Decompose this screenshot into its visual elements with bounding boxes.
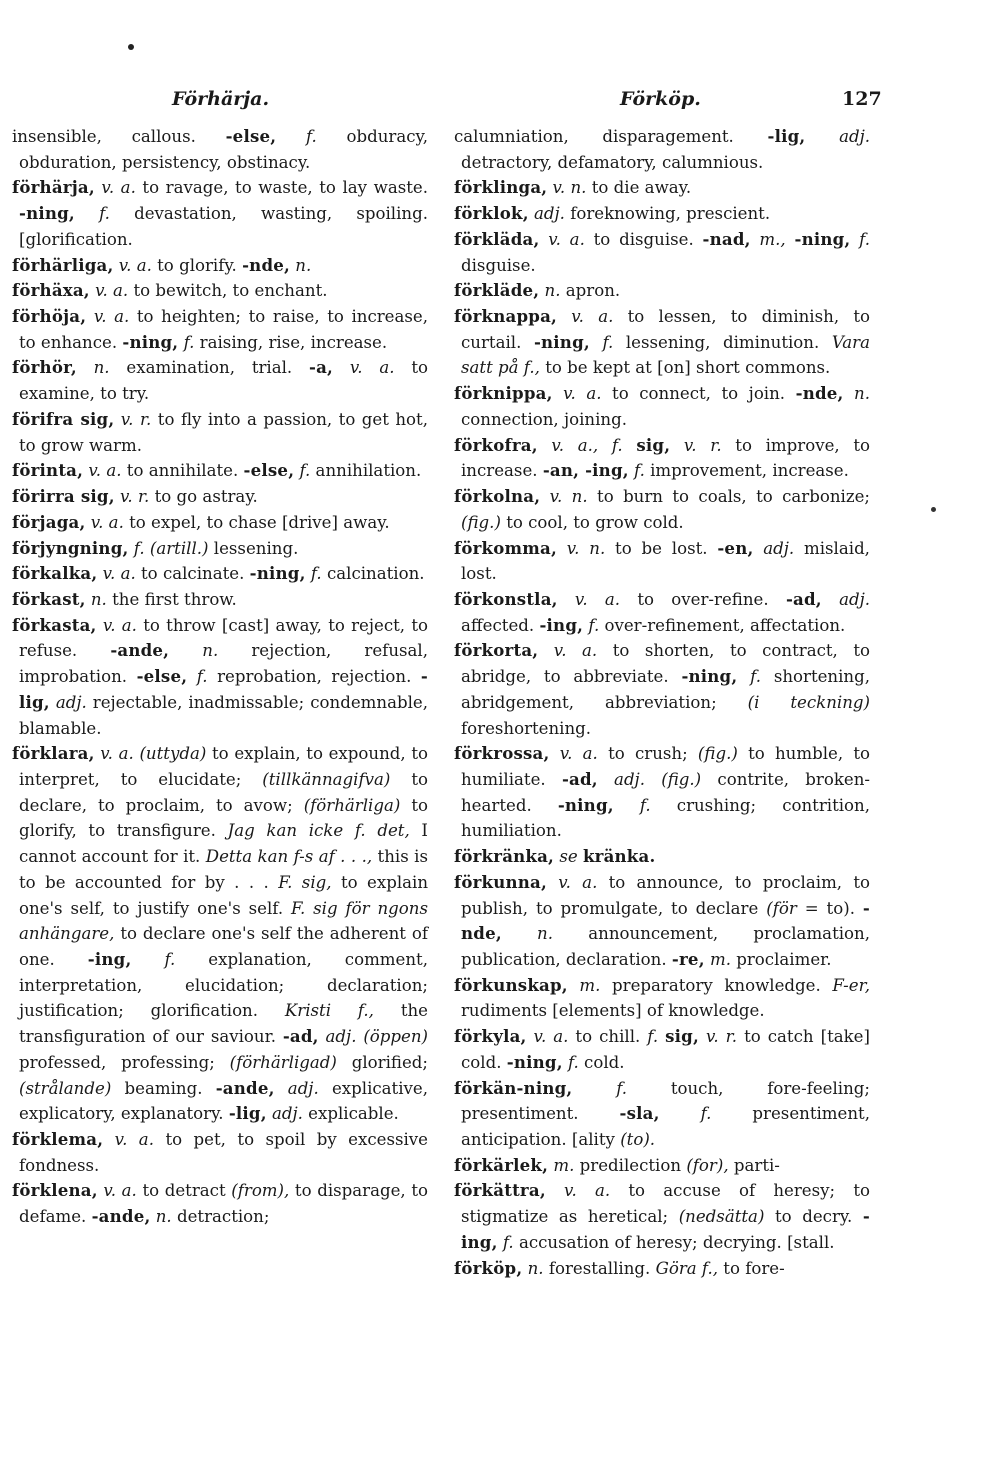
dictionary-entry: förifra sig, v. r. to fly into a passion, to get hot, to grow warm. (12, 408, 428, 455)
dictionary-entry: förhärja, v. a. to ravage, to waste, to lay waste. -ning, f. devastation, wasting, spoiling. [glorification. (12, 177, 428, 249)
dictionary-entry: förkunna, v. a. to announce, to proclaim, to publish, to promulgate, to declare (för = to). -nde, n. announcement, proclamation, publication, declaration. -re, m. proclaimer. (454, 871, 870, 969)
dictionary-entry: förkolna, v. n. to burn to coals, to carbonize; (fig.) to cool, to grow cold. (454, 486, 870, 532)
page-number: 127 (842, 88, 882, 110)
dictionary-entry: förklena, v. a. to detract (from), to disparage, to defame. -ande, n. detraction; (12, 1180, 428, 1227)
dictionary-entry: förkofra, v. a., f. sig, v. r. to improve, to increase. -an, -ing, f. improvement, increase. (454, 434, 870, 481)
dictionary-entry: förklok, adj. foreknowing, prescient. (454, 203, 771, 224)
dictionary-entry: förklema, v. a. to pet, to spoil by excessive fondness. (12, 1129, 429, 1175)
dictionary-entry: förhäxa, v. a. to bewitch, to enchant. (12, 280, 328, 301)
dictionary-entry: förkläda, v. a. to disguise. -nad, m., -ning, f. disguise. (454, 228, 870, 275)
dictionary-entry: calumniation, disparagement. -lig, adj. detractory, defamatory, calumnious. (454, 126, 870, 172)
left-guide-word: Förhärja. (172, 88, 270, 110)
dictionary-entry: förkän-ning, f. touch, fore-feeling; presentiment. -sla, f. presentiment, anticipation. [ality (to). (454, 1077, 871, 1150)
dictionary-entry: förknappa, v. a. to lessen, to diminish, to curtail. -ning, f. lessening, diminution. Vara satt på f., to be kept at [on] short commons. (454, 306, 871, 378)
dictionary-entry: förklinga, v. n. to die away. (454, 177, 692, 198)
dictionary-entry: förkast, n. the first throw. (12, 588, 237, 609)
dictionary-entry: förköp, n. forestalling. Göra f., to fore- (454, 1257, 785, 1278)
dictionary-entry: förkomma, v. n. to be lost. -en, adj. mislaid, lost. (454, 537, 870, 584)
dictionary-entry: förkrossa, v. a. to crush; (fig.) to humble, to humiliate. -ad, adj. (fig.) contrite, broken-hearted. -ning, f. crushing; contrition, humiliation. (454, 743, 871, 841)
dictionary-entry: förkärlek, m. predilection (for), parti- (454, 1154, 780, 1175)
dictionary-entry: förkorta, v. a. to shorten, to contract, to abridge, to abbreviate. -ning, f. shortening, abridgement, abbreviation; (i teckning) foreshortening. (454, 640, 871, 738)
dictionary-entry: förkyla, v. a. to chill. f. sig, v. r. to catch [take] cold. -ning, f. cold. (454, 1026, 870, 1072)
dictionary-entry: förkalka, v. a. to calcinate. -ning, f. calcination. (12, 563, 425, 584)
dictionary-entry: förkränka, se kränka. (454, 846, 656, 867)
dictionary-entry: förinta, v. a. to annihilate. -else, f. annihilation. (12, 460, 422, 481)
dictionary-entry: förhör, n. examination, trial. -a, v. a. to examine, to try. (12, 357, 429, 404)
dictionary-entry: insensible, callous. -else, f. obduracy, obduration, persistency, obstinacy. (12, 126, 428, 172)
left-column (12, 124, 428, 1230)
dictionary-entry: förjaga, v. a. to expel, to chase [drive] away. (12, 511, 390, 532)
dictionary-entry: förklara, v. a. (uttyda) to explain, to expound, to interpret, to elucidate; (tillkännagifva) to declare, to proclaim, to avow; (förhärliga) to glorify, to transfigure. Jag kan icke f. det, I cannot account for it. Detta kan f-s af . . ., this is to be accounted for by . . . F. sig, to explain one's self, to justify one's self. F. sig för ngons anhängare, to declare one's self the adherent of one. -ing, f. explanation, comment, interpretation, elucidation; declaration; justification; glorification. Kristi f., the transfiguration of our saviour. -ad, adj. (öppen) professed, professing; (förhärligad) glorified; (strålande) beaming. -ande, adj. explicative, explicatory, explanatory. -lig, adj. explicable. (12, 743, 429, 1124)
dictionary-entry: förkonstla, v. a. to over-refine. -ad, adj. affected. -ing, f. over-refinement, affectation. (454, 588, 870, 635)
dictionary-entry: förirra sig, v. r. to go astray. (12, 486, 258, 507)
right-column (454, 124, 870, 1281)
dictionary-entry: förkunskap, m. preparatory knowledge. F-er, rudiments [elements] of knowledge. (454, 974, 870, 1021)
ink-speck (128, 44, 134, 50)
dictionary-entry: förjyngning, f. (artill.) lessening. (12, 537, 299, 558)
dictionary-entry: förkättra, v. a. to accuse of heresy; to stigmatize as heretical; (nedsätta) to decry. -ing, f. accusation of heresy; decrying. [stall. (454, 1180, 870, 1252)
page-header (0, 88, 984, 116)
dictionary-entry: förkläde, n. apron. (454, 280, 621, 301)
dictionary-entry: förhöja, v. a. to heighten; to raise, to increase, to enhance. -ning, f. raising, rise, increase. (12, 306, 429, 352)
dictionary-entry: förkasta, v. a. to throw [cast] away, to reject, to refuse. -ande, n. rejection, refusal, improbation. -else, f. reprobation, rejection. -lig, adj. rejectable, inadmissable; condemnable, blamable. (12, 614, 429, 738)
dictionary-entry: förknippa, v. a. to connect, to join. -nde, n. connection, joining. (454, 383, 871, 429)
ink-speck (931, 507, 936, 512)
dictionary-entry: förhärliga, v. a. to glorify. -nde, n. (12, 254, 312, 275)
right-guide-word: Förköp. (620, 88, 701, 110)
